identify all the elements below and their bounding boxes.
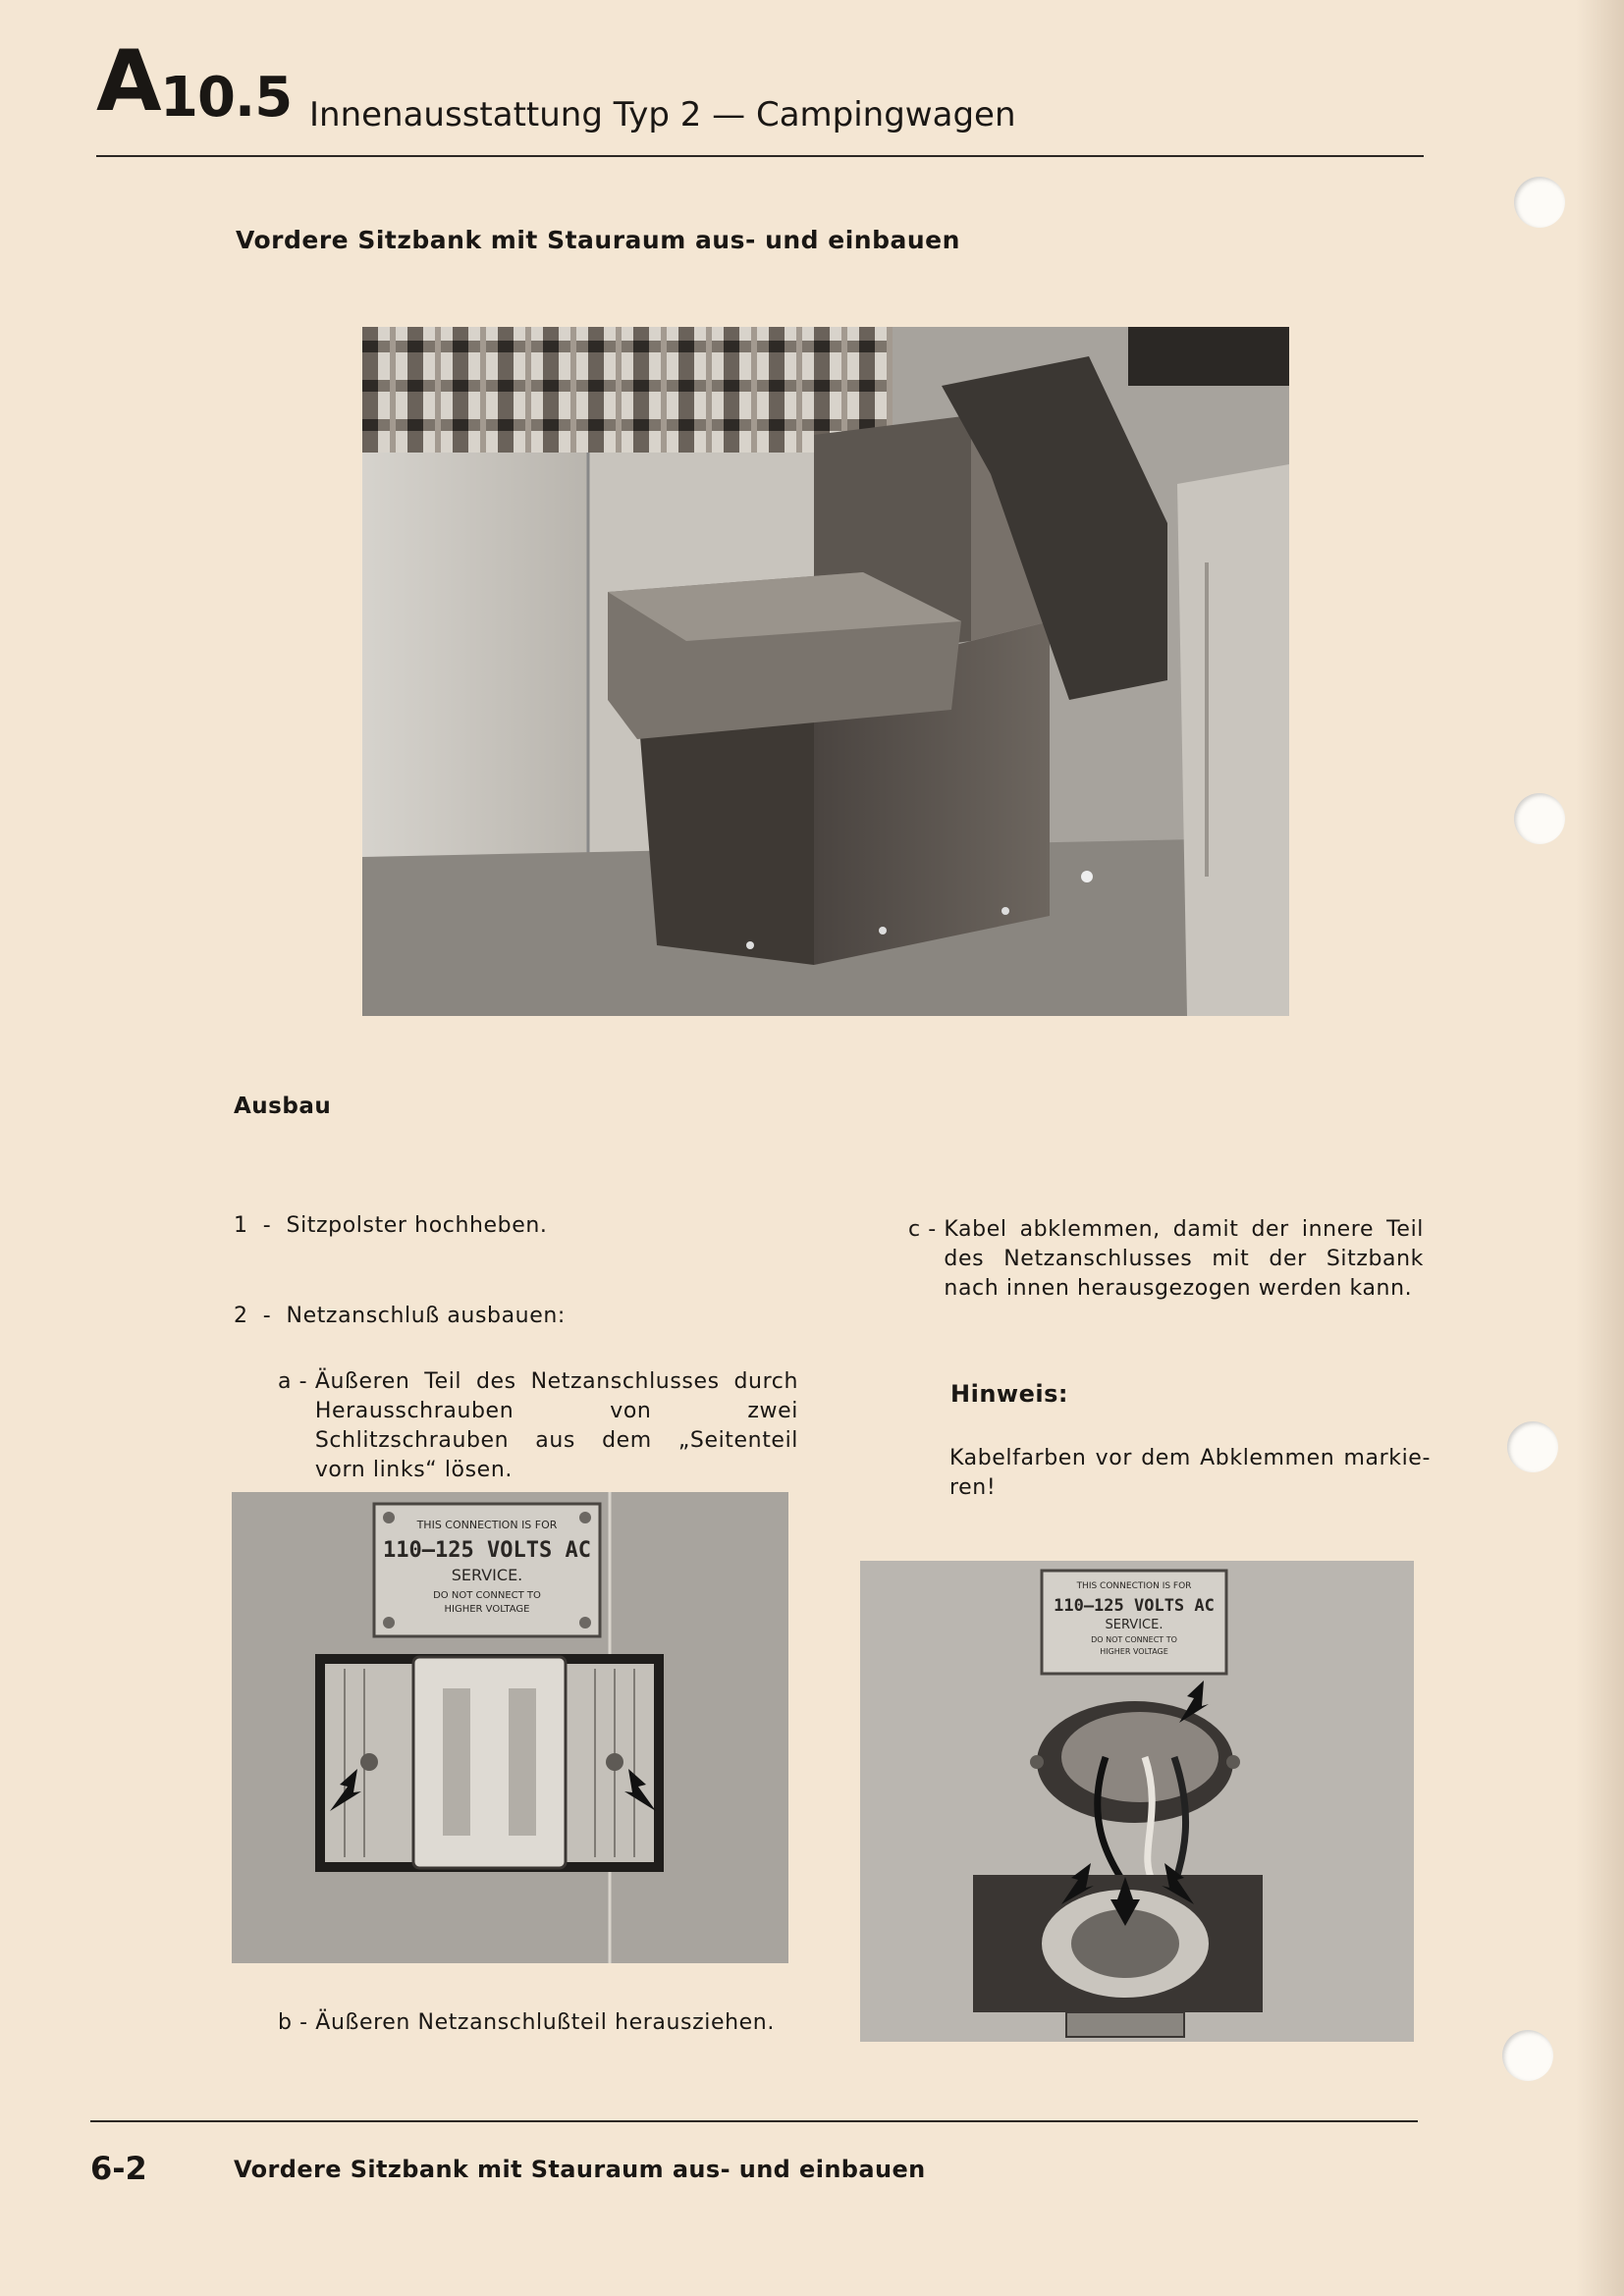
substep-a-text: Äußeren Teil des Netzanschlusses durch Herausschrauben von zwei Schlitzschrauben aus dem „Seitenteil vorn links“ lösen. <box>314 1369 798 1482</box>
note-heading: Hinweis: <box>950 1380 1068 1408</box>
punch-hole <box>1502 2030 1553 2081</box>
plate2-line-4: DO NOT CONNECT TO <box>1091 1635 1177 1644</box>
plate2-line-5: HIGHER VOLTAGE <box>1100 1647 1168 1656</box>
step-1 <box>234 1211 548 1241</box>
header-rule <box>96 155 1424 157</box>
substep-a-label: a - <box>278 1369 315 1394</box>
cable-disconnect-photo <box>860 1561 1414 2042</box>
footer-title: Vordere Sitzbank mit Stauraum aus- und einbauen <box>234 2156 926 2183</box>
plate-line-2: 110–125 VOLTS AC <box>383 1538 591 1563</box>
step-1-label: 1 - <box>234 1213 287 1238</box>
punch-hole <box>1514 177 1565 228</box>
seat-bench-photo <box>362 327 1289 1016</box>
chapter-letter: A <box>96 32 158 131</box>
removal-heading: Ausbau <box>234 1094 332 1119</box>
substep-c-label: c - <box>908 1217 945 1242</box>
step-1-text: Sitzpolster hochheben. <box>286 1213 548 1238</box>
substep-b-label: b - <box>278 2010 316 2035</box>
chapter-title: Innenausstattung Typ 2 — Campingwagen <box>309 95 1016 134</box>
page-number: 6-2 <box>90 2150 147 2187</box>
substep-c <box>908 1215 1424 1304</box>
note-text: Kabelfarben vor dem Abklemmen markie-ren! <box>949 1446 1431 1500</box>
plate2-line-1: THIS CONNECTION IS FOR <box>1076 1581 1192 1591</box>
punch-hole <box>1507 1421 1558 1472</box>
step-2-text: Netzanschluß ausbauen: <box>286 1304 566 1328</box>
substep-c-text: Kabel abklemmen, damit der innere Teil des Netzanschlusses mit der Sitzbank nach innen herausgezogen werden kann. <box>944 1217 1424 1301</box>
chapter-number: 10.5 <box>160 66 293 130</box>
plate-line-5: HIGHER VOLTAGE <box>444 1604 530 1615</box>
plate2-line-3: SERVICE. <box>1105 1618 1164 1632</box>
substep-a <box>278 1367 798 1485</box>
plate-line-1: THIS CONNECTION IS FOR <box>416 1519 558 1531</box>
footer-rule <box>90 2120 1418 2122</box>
step-2 <box>234 1302 566 1331</box>
punch-hole <box>1514 793 1565 844</box>
substep-b <box>278 2008 775 2038</box>
page-edge-shadow <box>1576 0 1624 2296</box>
substep-b-text: Äußeren Netzanschlußteil herausziehen. <box>315 2010 775 2035</box>
plate2-line-2: 110–125 VOLTS AC <box>1054 1596 1215 1616</box>
section-heading: Vordere Sitzbank mit Stauraum aus- und einbauen <box>236 226 960 254</box>
plate-line-3: SERVICE. <box>451 1566 523 1584</box>
plate-line-4: DO NOT CONNECT TO <box>433 1590 541 1601</box>
outer-connector-photo <box>232 1492 788 1963</box>
step-2-label: 2 - <box>234 1304 287 1328</box>
